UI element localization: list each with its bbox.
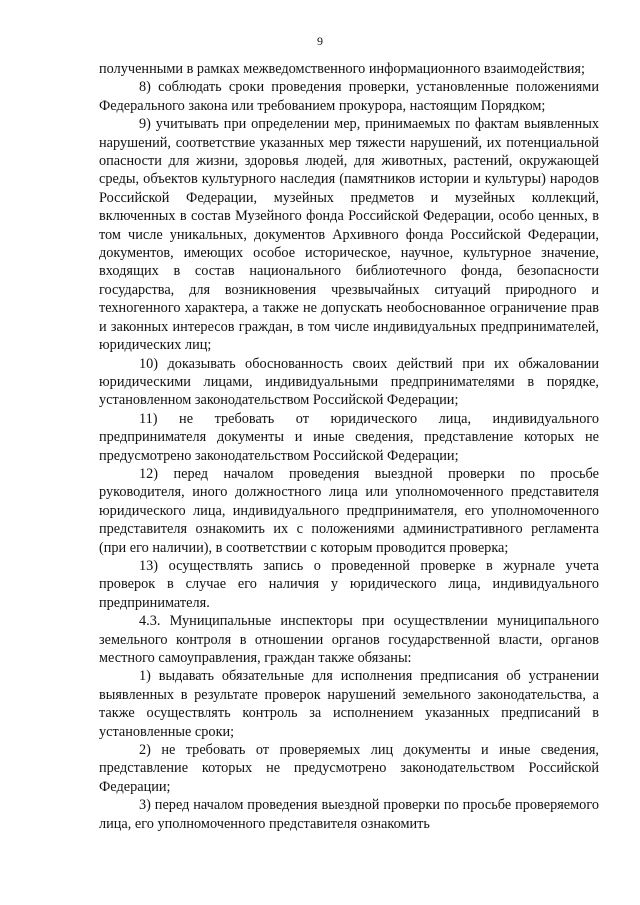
- paragraph-item-9: 9) учитывать при определении мер, принимаемых по фактам выявленных нарушений, соответствие указанных мер тяжести нарушений, их потенциальной опасности для жизни, здоровья людей, для животных, растений, окружающей среды, объектов культурного наследия (памятников истории и культуры) народов Российской Федерации, музейных предметов и музейных коллекций, включенных в состав Музейного фонда Российской Федерации, особо ценных, в том числе уникальных, документов Архивного фонда Российской Федерации, документов, имеющих особое историческое, научное, культурное значение, входящих в состав национального библиотечного фонда, безопасности государства, для возникновения чрезвычайных ситуаций природного и техногенного характера, а также не допускать необоснованное ограничение прав и законных интересов граждан, в том числе индивидуальных предпринимателей, юридических лиц;: [99, 116, 599, 354]
- paragraph-item-12: 12) перед началом проведения выездной проверки по просьбе руководителя, иного должностного лица или уполномоченного представителя юридического лица, индивидуального предпринимателя, его уполномоченного представителя ознакомить их с положениями административного регламента (при его наличии), в соответствии с которым проводится проверка;: [99, 465, 599, 556]
- paragraph: полученными в рамках межведомственного информационного взаимодействия;: [99, 61, 585, 77]
- paragraph-item-10: 10) доказывать обоснованность своих действий при их обжаловании юридическими лицами, индивидуальными предпринимателями в порядке, установленном законодательством Российской Федерации;: [99, 355, 599, 409]
- paragraph-section-4-3: 4.3. Муниципальные инспекторы при осуществлении муниципального земельного контроля в отношении органов государственной власти, органов местного самоуправления, граждан также обязаны:: [99, 613, 599, 666]
- paragraph-item-11: 11) не требовать от юридического лица, индивидуального предпринимателя документы и иные сведения, представление которых не предусмотрено законодательством Российской Федерации;: [99, 410, 599, 464]
- paragraph-item-13: 13) осуществлять запись о проведенной проверке в журнале учета проверок в случае его наличия у юридического лица, индивидуального предпринимателя.: [99, 557, 599, 611]
- paragraph-item-2: 2) не требовать от проверяемых лиц документы и иные сведения, представление которых не предусмотрено законодательством Российской Федерации;: [99, 742, 599, 795]
- paragraph-item-8: 8) соблюдать сроки проведения проверки, установленные положениями Федерального закона или требованием прокурора, настоящим Порядком;: [99, 79, 599, 114]
- paragraph-item-3: 3) перед началом проведения выездной проверки по просьбе проверяемого лица, его уполномоченного представителя ознакомить: [99, 797, 599, 832]
- document-body: [99, 60, 599, 833]
- paragraph-item-1: 1) выдавать обязательные для исполнения предписания об устранении выявленных в результате проверок нарушений земельного законодательства, а также осуществлять контроль за исполнением указанных предписаний в установленные сроки;: [99, 668, 599, 740]
- page-number: 9: [317, 34, 323, 48]
